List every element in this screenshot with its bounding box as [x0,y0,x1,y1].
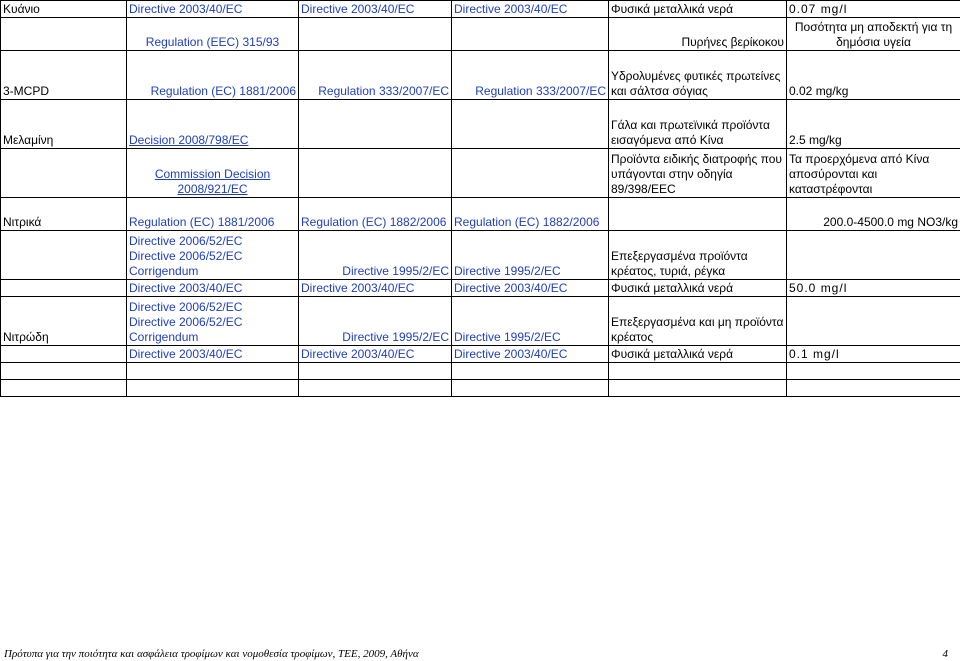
substance-cell: 3-MCPD [1,51,127,100]
limit-cell: 0.02 mg/kg [787,51,960,100]
regulation-cell: Directive 1995/2/EC [299,231,452,280]
table-row [1,363,960,380]
substance-cell: Μελαμίνη [1,100,127,149]
product-cell: Πυρήνες βερίκοκου [609,18,787,51]
table-row [1,231,960,280]
product-cell: Φυσικά μεταλλικά νερά [609,280,787,297]
regulation-cell: Directive 2003/40/EC [452,280,609,297]
table-row [1,18,960,51]
substance-cell: Νιτρικά [1,198,127,231]
table-row [1,51,960,100]
table-row [1,280,960,297]
product-cell: Υδρολυμένες φυτικές πρωτείνες και σάλτσα σόγιας [609,51,787,100]
regulation-cell: Directive 2003/40/EC [127,346,299,363]
regulation-cell: Decision 2008/798/EC [127,100,299,149]
substance-cell: Νιτρώδη [1,297,127,346]
regulation-cell: Directive 1995/2/EC [452,231,609,280]
regulation-cell: Regulation (EC) 1881/2006 [127,198,299,231]
product-cell: Επεξεργασμένα και μη προϊόντα κρέατος [609,297,787,346]
limit-cell: 0.07 mg/l [787,1,960,18]
table-row [1,100,960,149]
product-cell: Γάλα και πρωτεϊνικά προϊόντα εισαγόμενα από Κίνα [609,100,787,149]
regulation-cell: Directive 2003/40/EC [127,1,299,18]
product-cell: Επεξεργασμένα προϊόντα κρέατος, τυριά, ρέγκα [609,231,787,280]
regulation-cell: Directive 2006/52/EC Directive 2006/52/EC Corrigendum [127,297,299,346]
regulation-cell: Directive 1995/2/EC [299,297,452,346]
page-footer [4,648,956,660]
limit-cell: 0.1 mg/l [787,346,960,363]
regulation-cell: Directive 2003/40/EC [299,1,452,18]
regulation-cell: Directive 2006/52/EC Directive 2006/52/EC Corrigendum [127,231,299,280]
limit-cell: Τα προερχόμενα από Κίνα αποσύρονται και καταστρέφονται [787,149,960,198]
regulation-cell: Regulation (EC) 1882/2006 [299,198,452,231]
regulation-cell: Regulation (EC) 1881/2006 [127,51,299,100]
regulation-cell: Directive 1995/2/EC [452,297,609,346]
limit-cell: 2.5 mg/kg [787,100,960,149]
product-cell: Φυσικά μεταλλικά νερά [609,1,787,18]
table-row [1,1,960,18]
substance-cell: Κυάνιο [1,1,127,18]
regulation-cell: Commission Decision 2008/921/EC [127,149,299,198]
product-cell: Φυσικά μεταλλικά νερά [609,346,787,363]
footer-citation: Πρότυπα για την ποιότητα και ασφάλεια τροφίμων και νομοθεσία τροφίμων, ΤΕΕ, 2009, Αθήνα [4,648,419,660]
limit-cell: 50.0 mg/l [787,280,960,297]
page-number: 4 [942,648,948,660]
regulation-cell: Regulation 333/2007/EC [299,51,452,100]
table-row [1,346,960,363]
table-row [1,198,960,231]
table-row [1,149,960,198]
limit-cell: 200.0-4500.0 mg NO3/kg [787,198,960,231]
regulation-cell: Directive 2003/40/EC [452,346,609,363]
limit-cell: Ποσότητα μη αποδεκτή για τη δημόσια υγεία [787,18,960,51]
regulation-cell: Directive 2003/40/EC [299,346,452,363]
table-row [1,380,960,397]
regulation-cell: Regulation (EEC) 315/93 [127,18,299,51]
regulation-cell: Regulation 333/2007/EC [452,51,609,100]
product-cell: Προϊόντα ειδικής διατροφής που υπάγονται στην οδηγία 89/398/EEC [609,149,787,198]
regulation-cell: Directive 2003/40/EC [299,280,452,297]
regulation-cell: Regulation (EC) 1882/2006 [452,198,609,231]
table-row [1,297,960,346]
regulation-cell: Directive 2003/40/EC [127,280,299,297]
regulation-cell: Directive 2003/40/EC [452,1,609,18]
